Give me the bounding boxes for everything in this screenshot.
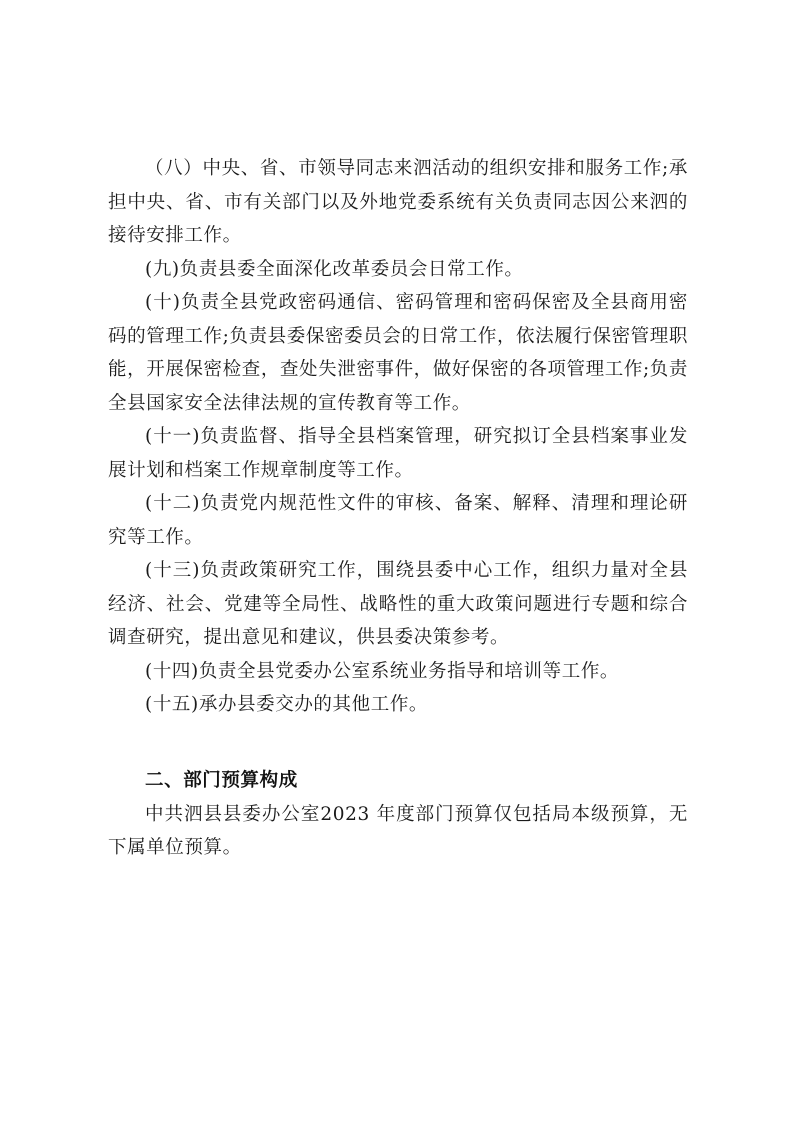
duty-item-8: （八）中央、省、市领导同志来泗活动的组织安排和服务工作;承担中央、省、市有关部门以及外地党委系统有关负责同志因公来泗的接待安排工作。 <box>108 158 688 246</box>
budget-composition-text: 中共泗县县委办公室2023 年度部门预算仅包括局本级预算，无下属单位预算。 <box>108 803 688 858</box>
section-heading-budget-composition: 二、部门预算构成 <box>145 769 298 791</box>
duty-item-15: (十五)承办县委交办的其他工作。 <box>145 694 429 715</box>
duty-item-12: (十二)负责党内规范性文件的审核、备案、解释、清理和理论研究等工作。 <box>108 493 688 548</box>
duty-item-13: (十三)负责政策研究工作，围绕县委中心工作，组织力量对全县经济、社会、党建等全局性、战略性的重大政策问题进行专题和综合调查研究，提出意见和建议，供县委决策参考。 <box>108 560 688 648</box>
duty-item-10: (十)负责全县党政密码通信、密码管理和密码保密及全县商用密码的管理工作;负责县委保密委员会的日常工作，依法履行保密管理职能，开展保密检查，查处失泄密事件，做好保密的各项管理工作;负责全县国家安全法律法规的宣传教育等工作。 <box>108 292 688 414</box>
duty-item-11: (十一)负责监督、指导全县档案管理，研究拟订全县档案事业发展计划和档案工作规章制度等工作。 <box>108 426 688 481</box>
document-body <box>108 152 688 865</box>
duty-item-14: (十四)负责全县党委办公室系统业务指导和培训等工作。 <box>145 660 620 682</box>
duty-item-9: (九)负责县委全面深化改革委员会日常工作。 <box>145 258 524 280</box>
